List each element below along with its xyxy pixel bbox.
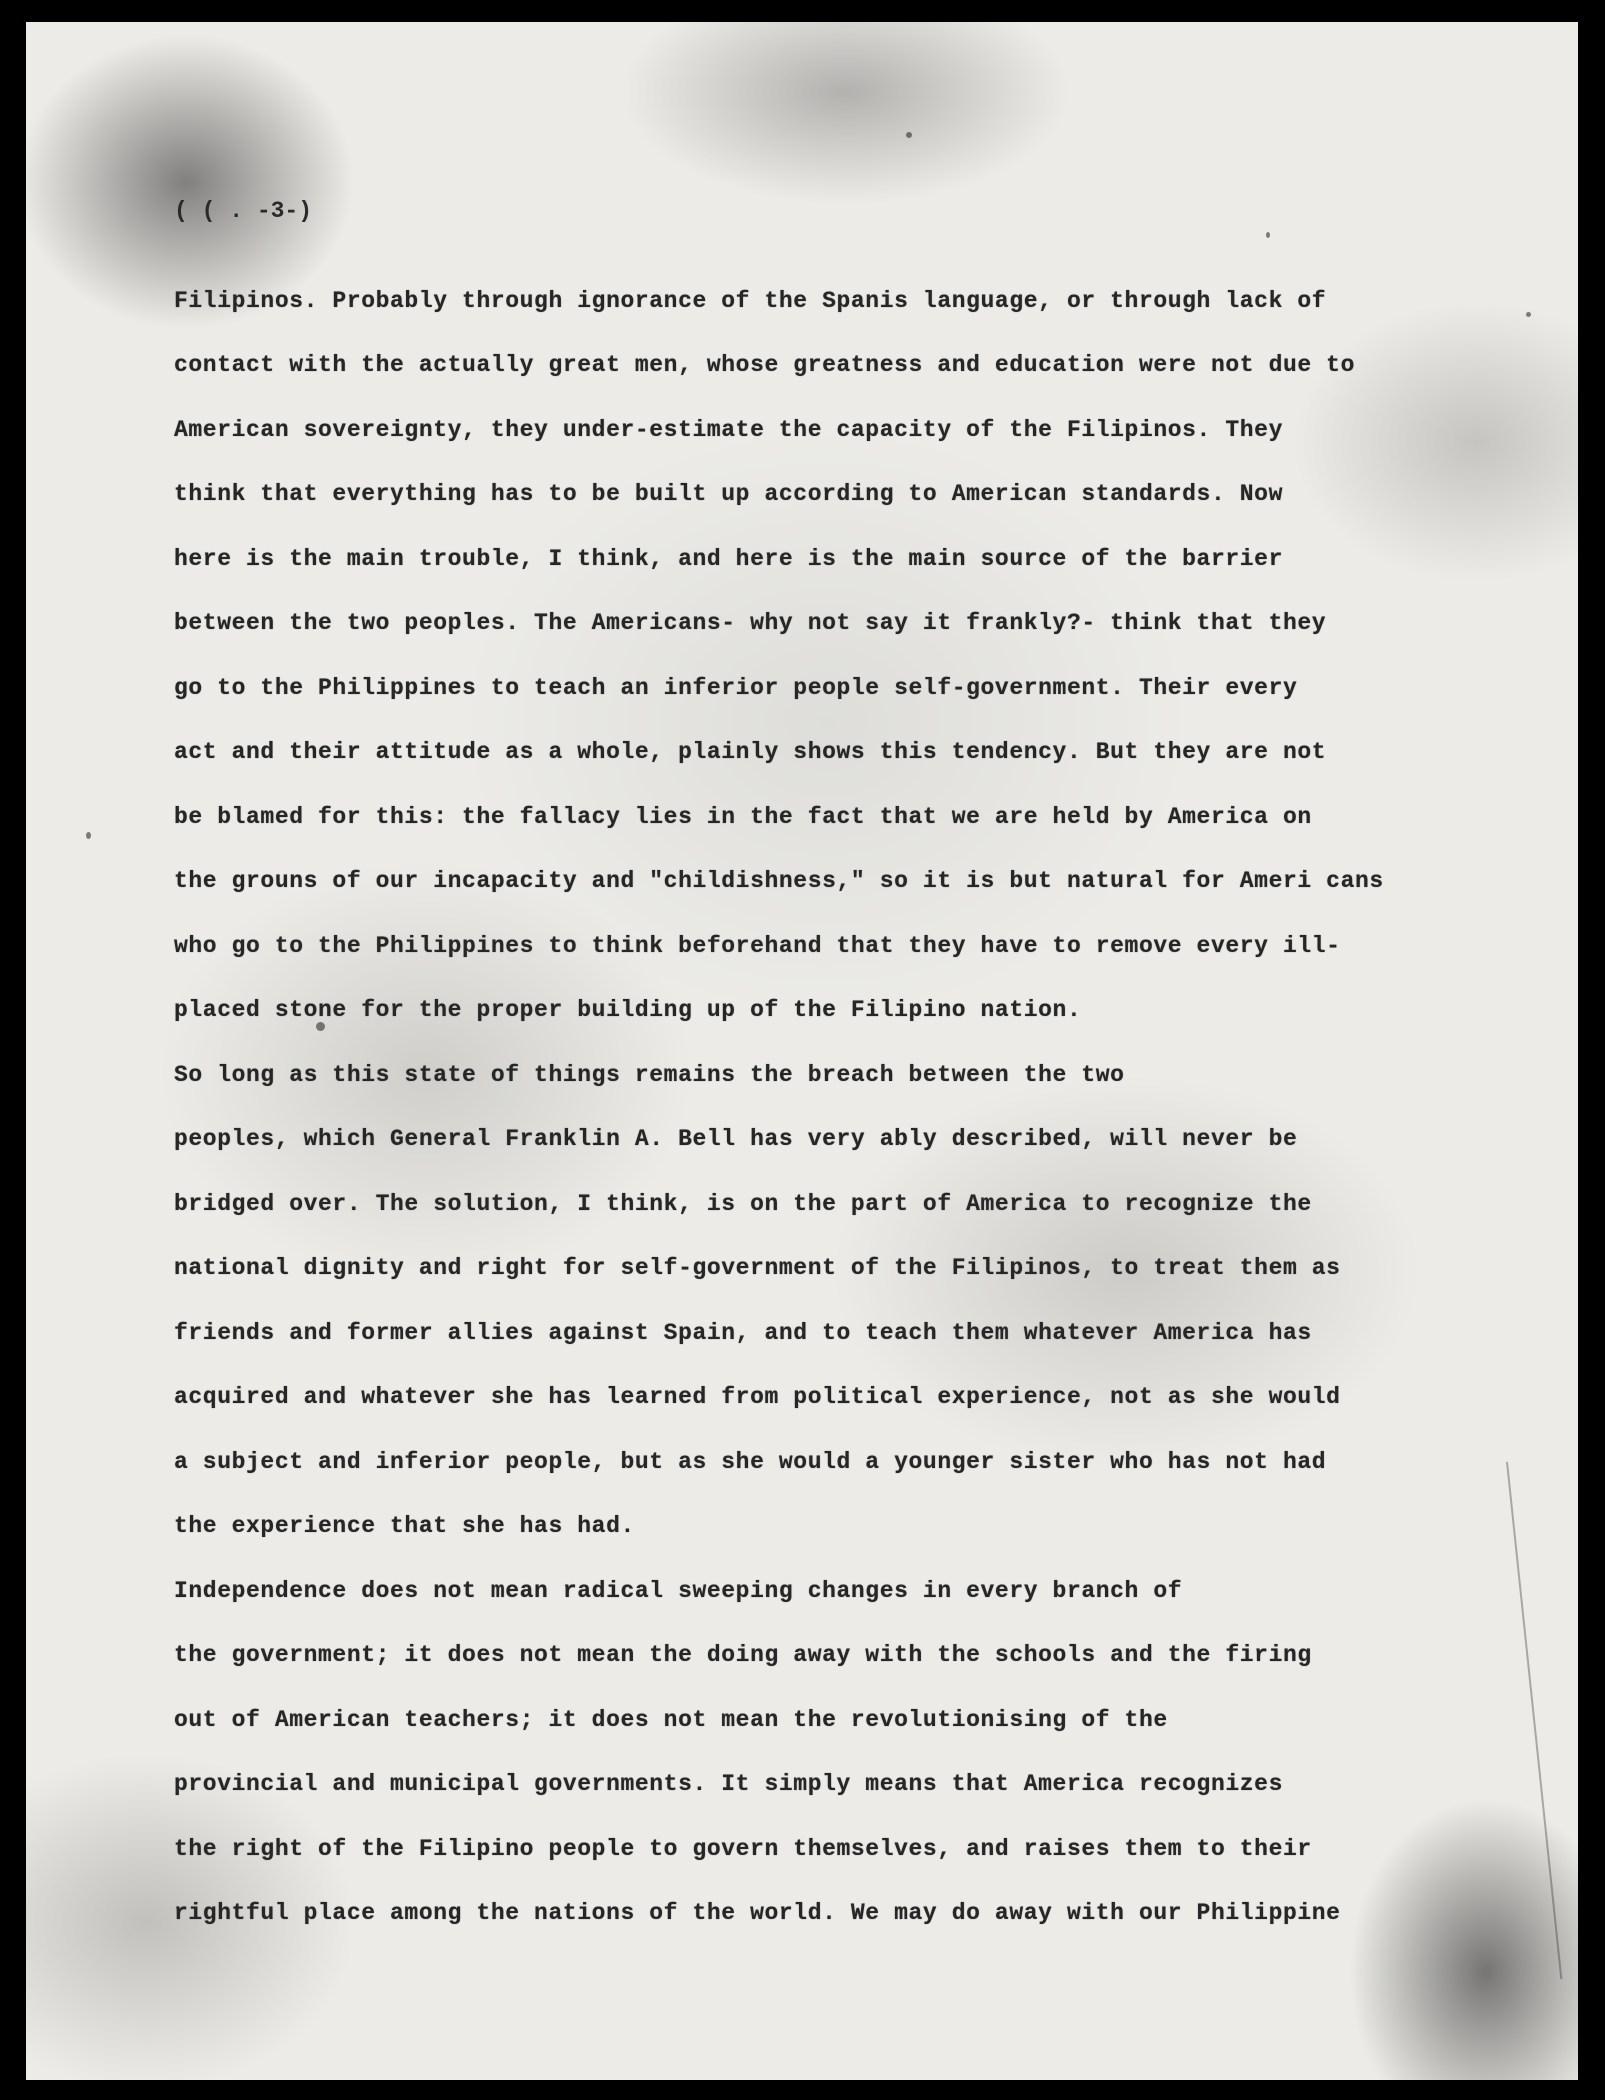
text-line: between the two peoples. The Americans- why not say it frankly?- think that they — [174, 610, 1327, 636]
text-line: contact with the actually great men, whose greatness and education were not due to — [174, 352, 1355, 378]
text-line: act and their attitude as a whole, plainly shows this tendency. But they are not — [174, 739, 1327, 765]
text-line: friends and former allies against Spain, and to teach them whatever America has — [174, 1320, 1312, 1346]
document-page — [26, 22, 1578, 2080]
text-line: the experience that she has had. — [174, 1513, 635, 1539]
text-line: who go to the Philippines to think beforehand that they have to remove every ill- — [174, 933, 1341, 959]
text-line: the right of the Filipino people to govern themselves, and raises them to their — [174, 1836, 1312, 1862]
text-line: rightful place among the nations of the world. We may do away with our Philippine — [174, 1900, 1341, 1926]
typed-body-text — [174, 22, 1554, 2080]
text-line: American sovereignty, they under-estimate the capacity of the Filipinos. They — [174, 417, 1283, 443]
text-line: think that everything has to be built up according to American standards. Now — [174, 481, 1283, 507]
text-line: bridged over. The solution, I think, is on the part of America to recognize the — [174, 1191, 1312, 1217]
text-line: out of American teachers; it does not mean the revolutionising of the — [174, 1707, 1168, 1733]
text-line: placed stone for the proper building up of the Filipino nation. — [174, 997, 1082, 1023]
text-line: a subject and inferior people, but as she would a younger sister who has not had — [174, 1449, 1327, 1475]
text-line: provincial and municipal governments. It simply means that America recognizes — [174, 1771, 1283, 1797]
text-line: the government; it does not mean the doing away with the schools and the firing — [174, 1642, 1312, 1668]
text-line: here is the main trouble, I think, and here is the main source of the barrier — [174, 546, 1283, 572]
text-line: Filipinos. Probably through ignorance of the Spanis language, or through lack of — [174, 288, 1327, 314]
text-line: the grouns of our incapacity and "childishness," so it is but natural for Ameri cans — [174, 868, 1384, 894]
text-line: acquired and whatever she has learned from political experience, not as she would — [174, 1384, 1341, 1410]
text-line: Independence does not mean radical sweeping changes in every branch of — [174, 1578, 1183, 1604]
page-number: ( ( . -3-) — [174, 198, 313, 224]
ink-spot — [86, 832, 91, 839]
text-line: go to the Philippines to teach an inferior people self-government. Their every — [174, 675, 1298, 701]
text-line: So long as this state of things remains the breach between the two — [174, 1062, 1125, 1088]
text-line: be blamed for this: the fallacy lies in the fact that we are held by America on — [174, 804, 1312, 830]
text-line: national dignity and right for self-government of the Filipinos, to treat them as — [174, 1255, 1341, 1281]
text-line: peoples, which General Franklin A. Bell has very ably described, will never be — [174, 1126, 1298, 1152]
